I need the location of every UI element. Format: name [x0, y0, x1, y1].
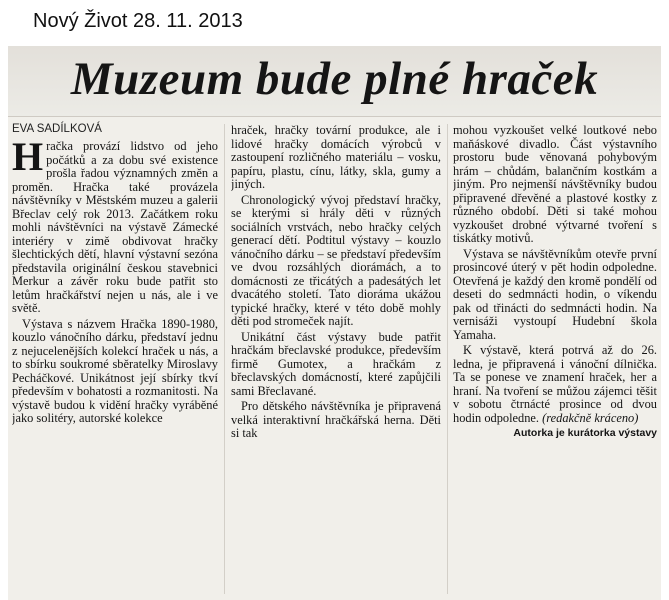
column-divider — [447, 124, 448, 594]
column-3-paragraph-3 — [453, 344, 657, 425]
article-column-2 — [231, 124, 441, 600]
column-2-paragraph-4: Pro dětského návštěvníka je připravená velká interaktivní hračkářská herna. Děti si tak — [231, 399, 441, 440]
editorial-note: (redakčně kráceno) — [542, 410, 639, 425]
column-divider — [224, 124, 225, 594]
drop-cap: H — [12, 140, 44, 179]
column-2-paragraph-2: Chronologický vývoj představí hračky, se kterými si hrály děti v různých sociálních vrstvách, nebo hračky celých generací dětí. Podtitul výstavy – kouzlo vánočního dárku – se představí především ve dvou rozsáhlých diorámách, a to domácnosti ze třicátých a padesátých let dvacátého století. Tato dioráma ukážou typické hračky, které v této době mohly děti pod stromeček najít. — [231, 192, 441, 328]
column-1-paragraph-1 — [12, 140, 218, 316]
column-2-paragraph-1: hraček, hračky tovární produkce, ale i lidové hračky domácích výrobců v zastoupení rozličného materiálu – vosku, papíru, plastu, cínu, látky, skla, gumy a jiných. — [231, 124, 441, 191]
newspaper-source-date: Nový Život 28. 11. 2013 — [33, 10, 243, 32]
article-headline: Muzeum bude plné hraček — [70, 53, 599, 105]
column-1-paragraph-1-text: račka provází lidstvo od jeho počátků a za dobu své existence prošla řadou významných změn a proměn. Hračka také provázela návštěvníky v Městském muzeu a galerii Břeclav celý rok 2013. Začátkem roku mohli návštěvníci na výstavě Zámecké interiéry v zimě obdivovat hračky šlechtických dětí, hlavní výstavní sezóna představila originální českou stavebnici Merkur a závěr roku bude patřit sto letům hračkářství nejen u nás, ale i ve světě. — [12, 140, 218, 315]
article-column-1 — [12, 140, 218, 600]
headline-band — [8, 46, 661, 117]
column-2-paragraph-3: Unikátní část výstavy bude patřit hračkám břeclavské produkce, především firmě Gumotex, a hračkám z břeclavských domácností, které zapůjčili sami Břeclavané. — [231, 329, 441, 398]
author-note: Autorka je kurátorka výstavy — [513, 427, 657, 439]
column-3-paragraph-3-text: K výstavě, která potrvá až do 26. ledna, je připravená i vánoční dílnička. Ta se ponese ve znamení hraček, her a hraní. Na tvoření se můžou zájemci těšit v sobotu čtrnácté prosince od dvou hodin odpoledne. — [453, 343, 657, 425]
column-3-paragraph-1: mohou vyzkoušet velké loutkové nebo maňáskové divadlo. Část výstavního prostoru bude věnovaná pohybovým hrám – chůdám, balančním kostkám a jiným. Pro nejmenší návštěvníky budou připravené dřevěné a plastové kostky z různého období. Děti si také mohou vyzkoušet drobné výtvarné tvoření s tiskátky motivů. — [453, 124, 657, 245]
article-column-3 — [453, 124, 657, 600]
column-3-paragraph-2: Výstava se návštěvníkům otevře první prosincové úterý v pět hodin odpoledne. Otevřená je každý den kromě pondělí od deseti do sedmnácti hodin, o víkendu pak od třinácti do sedmnácti hodin. Na vernisáži vystoupí Hudební škola Yamaha. — [453, 246, 657, 342]
newspaper-clipping — [8, 46, 661, 600]
article-byline: EVA SADÍLKOVÁ — [12, 123, 102, 135]
column-1-paragraph-2: Výstava s názvem Hračka 1890-1980, kouzlo vánočního dárku, představí jednu z nejucelenějších kolekcí hraček u nás, a to sbírku soukromé sběratelky Miroslavy Pecháčkové. Unikátnost její sbírky tkví především v bohatosti a rozmanitosti. Na výstavě budou k vidění hračky vyráběné jako solitéry, autorské kolekce — [12, 316, 218, 425]
